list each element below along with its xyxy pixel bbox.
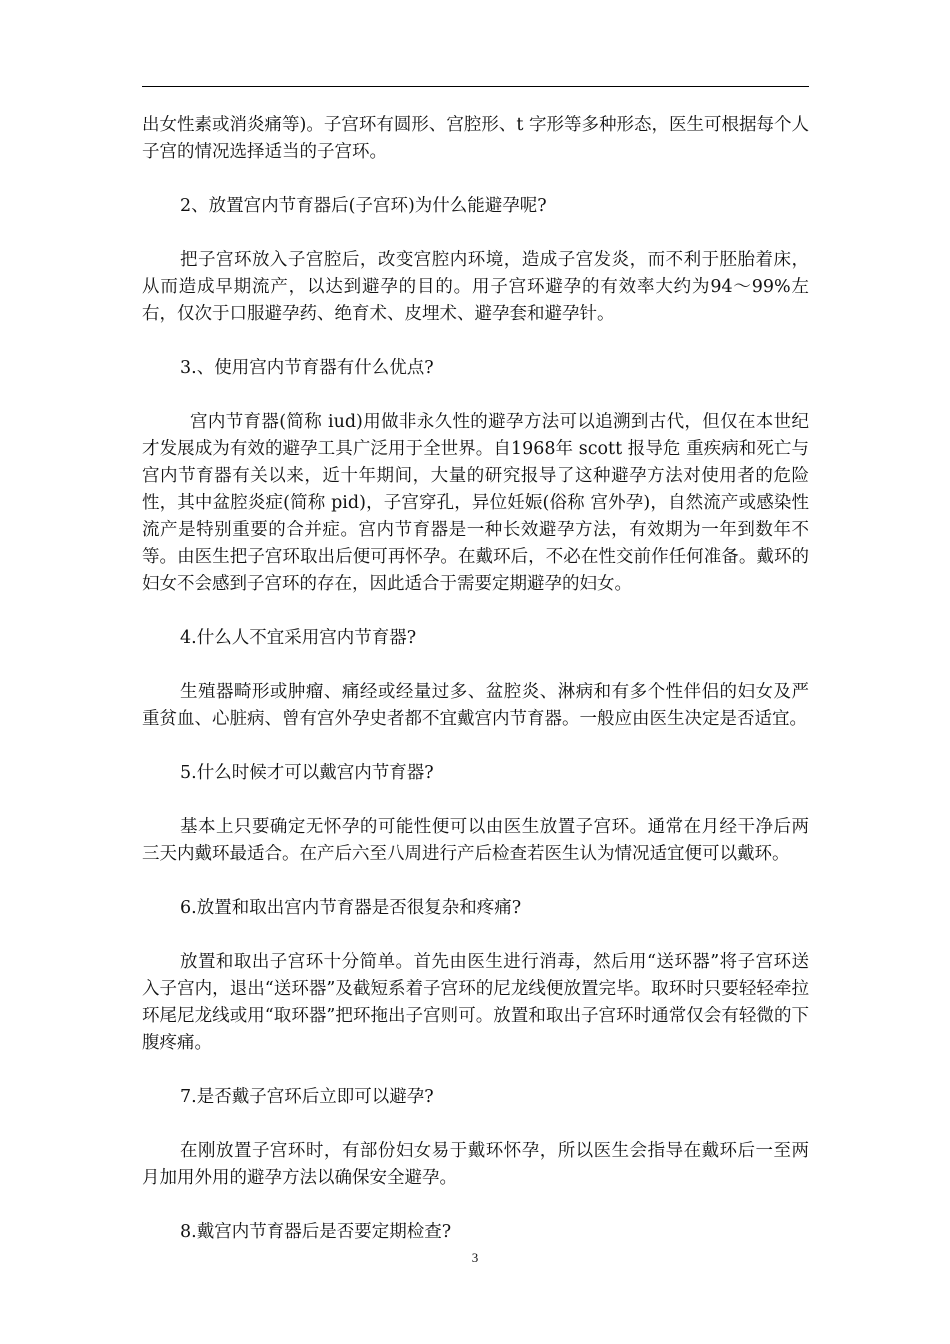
section-heading: 6.放置和取出宫内节育器是否很复杂和疼痛? xyxy=(180,898,522,918)
section-heading: 5.什么时候才可以戴宫内节育器? xyxy=(180,763,434,783)
section-heading: 7.是否戴子宫环后立即可以避孕? xyxy=(180,1087,434,1107)
section-heading: 8.戴宫内节育器后是否要定期检查? xyxy=(180,1222,452,1242)
paragraph: 基本上只要确定无怀孕的可能性便可以由医生放置子宫环。通常在月经干净后两三天内戴环最适合。在产后六至八周进行产后检查若医生认为情况适宜便可以戴环。 xyxy=(142,817,809,864)
header-rule xyxy=(142,86,809,87)
paragraph: 宫内节育器(简称 iud)用做非永久性的避孕方法可以追溯到古代，但仅在本世纪才发展成为有效的避孕工具广泛用于全世界。自1968年 scott 报导危 重疾病和死亡与宫内节育器有关以来，近十年期间，大量的研究报导了这种避孕方法对使用者的危险性，其中盆腔炎症(简称 pid)，子宫穿孔，异位妊娠(俗称 宫外孕)，自然流产或感染性流产是特别重要的合并症。宫内节育器是一种长效避孕方法，有效期为一年到数年不等。由医生把子宫环取出后便可再怀孕。在戴环后，不必在性交前作任何准备。戴环的妇女不会感到子宫环的存在，因此适合于需要定期避孕的妇女。 xyxy=(142,412,809,594)
page-number: 3 xyxy=(471,1250,479,1265)
paragraph: 生殖器畸形或肿瘤、痛经或经量过多、盆腔炎、淋病和有多个性伴侣的妇女及严重贫血、心脏病、曾有宫外孕史者都不宜戴宫内节育器。一般应由医生决定是否适宜。 xyxy=(142,682,809,729)
section-heading: 2、放置宫内节育器后(子宫环)为什么能避孕呢? xyxy=(180,196,547,216)
paragraph: 在刚放置子宫环时，有部份妇女易于戴环怀孕，所以医生会指导在戴环后一至两月加用外用的避孕方法以确保安全避孕。 xyxy=(142,1141,809,1188)
paragraph: 出女性素或消炎痛等)。子宫环有圆形、宫腔形、t 字形等多种形态，医生可根据每个人子宫的情况选择适当的子宫环。 xyxy=(142,115,809,162)
section-heading: 3.、使用宫内节育器有什么优点? xyxy=(180,358,434,378)
section-heading: 4.什么人不宜采用宫内节育器? xyxy=(180,628,417,648)
document-body xyxy=(142,112,809,1246)
paragraph: 把子宫环放入子宫腔后，改变宫腔内环境，造成子宫发炎，而不利于胚胎着床，从而造成早期流产，以达到避孕的目的。用子宫环避孕的有效率大约为94～99%左右，仅次于口服避孕药、绝育术、皮埋术、避孕套和避孕针。 xyxy=(142,250,809,324)
paragraph: 放置和取出子宫环十分简单。首先由医生进行消毒，然后用“送环器”将子宫环送入子宫内，退出“送环器”及截短系着子宫环的尼龙线便放置完毕。取环时只要轻轻牵拉环尾尼龙线或用“取环器”把环拖出子宫则可。放置和取出子宫环时通常仅会有轻微的下腹疼痛。 xyxy=(142,952,809,1053)
